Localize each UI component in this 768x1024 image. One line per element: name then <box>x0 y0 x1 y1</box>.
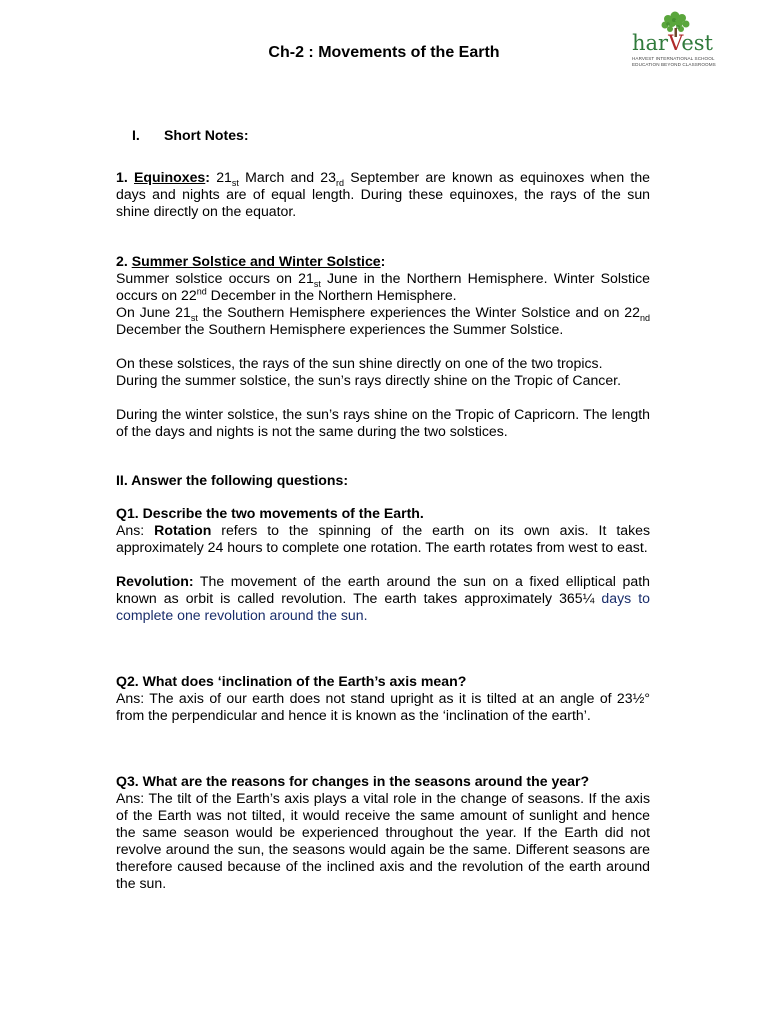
answer-text: refers to the spinning of the earth on its own axis. It takes approximately 24 hours to complete one rotation. The earth rotates from west to east. <box>116 522 650 555</box>
logo-word-part2: est <box>681 31 713 55</box>
answer-1-revolution <box>116 573 650 624</box>
para-text: June in the Northern Hemisphere. Winter Solstice occurs on 22 <box>116 270 650 303</box>
note-colon: : <box>380 253 386 269</box>
answer-text: The movement of the earth around the sun on a fixed elliptical path known as orbit is called revolution. The earth takes approximately 365¼ <box>116 573 650 606</box>
answer-3: Ans: The tilt of the Earth’s axis plays a vital role in the change of seasons. If the axis of the Earth was not tilted, it would receive the same amount of sunlight and hence the same season would be experienced throughout the year. If the Earth did not revolve around the sun, the seasons would again be the same. Different seasons are therefore caused because of the inclined axis and the revolution of the earth around the sun. <box>116 790 650 891</box>
solstice-paragraph-5: During the winter solstice, the sun’s rays shine on the Tropic of Capricorn. The length of the days and nights is not the same during the two solstices. <box>116 406 650 439</box>
solstice-paragraph-2 <box>116 304 650 338</box>
ordinal-suffix: st <box>313 278 321 289</box>
ordinal-suffix: nd <box>639 312 650 323</box>
ordinal-suffix: nd <box>196 286 207 297</box>
answer-label: Ans: <box>116 522 155 538</box>
note-number: 2. <box>116 253 128 269</box>
note-term: Equinoxes <box>134 169 206 185</box>
para-text: Summer solstice occurs on 21 <box>116 270 314 286</box>
logo-word-v: V <box>668 31 682 55</box>
note-number: 1. <box>116 169 128 185</box>
para-text: December the Southern Hemisphere experiences the Summer Solstice. <box>116 321 564 337</box>
harvest-logo <box>628 10 720 70</box>
note-solstice-heading <box>116 253 650 270</box>
note-term: Summer Solstice and Winter Solstice <box>131 253 381 269</box>
answer-term: Revolution: <box>116 573 194 589</box>
solstice-paragraph-3: On these solstices, the rays of the sun shine directly on one of the two tropics. <box>116 355 603 371</box>
question-1: Q1. Describe the two movements of the Earth. <box>116 505 424 521</box>
logo-word-part1: har <box>632 31 669 55</box>
question-2: Q2. What does ‘inclination of the Earth’s axis mean? <box>116 673 467 689</box>
answer-2: Ans: The axis of our earth does not stand upright as it is tilted at an angle of 23½° from the perpendicular and hence it is known as the ‘inclination of the earth’. <box>116 690 650 723</box>
logo-school-name: HARVEST INTERNATIONAL SCHOOL <box>632 56 715 61</box>
ordinal-suffix: rd <box>335 177 344 188</box>
ordinal-suffix: st <box>190 312 198 323</box>
logo-wordmark <box>632 33 713 54</box>
section-heading-questions: II. Answer the following questions: <box>116 472 349 488</box>
solstice-paragraph-1 <box>116 270 650 304</box>
section-heading-short-notes <box>132 127 249 144</box>
para-text: the Southern Hemisphere experiences the Winter Solstice and on 22 <box>197 304 640 320</box>
answer-1-rotation <box>116 522 650 556</box>
para-text: On June 21 <box>116 304 191 320</box>
note-text: September are known as equinoxes when the days and nights are of equal length. During these equinoxes, the rays of the sun shine directly on the equator. <box>116 169 651 219</box>
page-title: Ch-2 : Movements of the Earth <box>268 44 500 61</box>
note-equinoxes <box>116 169 650 220</box>
para-text: December in the Northern Hemisphere. <box>206 287 457 303</box>
ordinal-suffix: st <box>231 177 239 188</box>
solstice-paragraph-4: During the summer solstice, the sun’s rays directly shine on the Tropic of Cancer. <box>116 372 621 388</box>
answer-term: Rotation <box>154 522 212 538</box>
question-3: Q3. What are the reasons for changes in the seasons around the year? <box>116 773 590 789</box>
logo-tagline: EDUCATION BEYOND CLASSROOMS <box>632 62 716 67</box>
section-number: I. <box>132 127 140 143</box>
note-colon: : <box>205 169 210 185</box>
note-text: 21 <box>216 169 232 185</box>
section-title: Short Notes: <box>164 127 249 143</box>
answer-text-highlight: days to complete one revolution around the sun. <box>116 590 650 623</box>
note-text: March and 23 <box>238 169 336 185</box>
